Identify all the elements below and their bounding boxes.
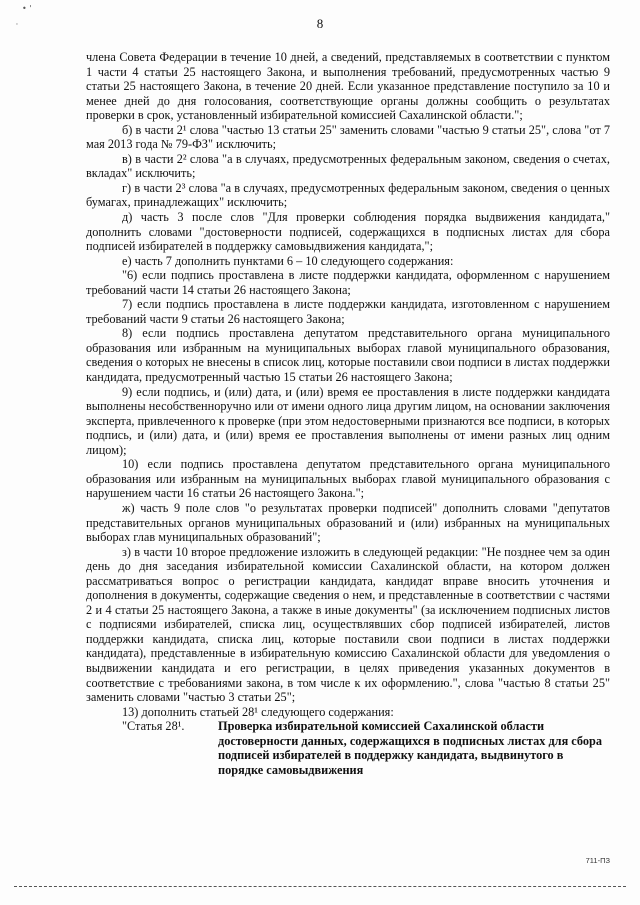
article-title: Проверка избирательной комиссией Сахалинской области достоверности данных, содержащихся в подписных листах для сбора подписей избирателей в поддержку кандидата, выдвинутого в порядке самовыдвижения [218, 719, 603, 777]
document-code: 711-ПЗ [585, 856, 610, 865]
article-label: "Статья 28¹. [122, 719, 185, 734]
paragraph: г) в части 2³ слова "а в случаях, предусмотренных федеральным законом, сведения о ценных бумагах, принадлежащих" исключить; [86, 180, 610, 210]
paragraph: б) в части 2¹ слова "частью 13 статьи 25" заменить словами "частью 9 статьи 25", слова "от 7 мая 2013 года № 79-ФЗ" исключить; [86, 122, 610, 152]
scan-artifact: ' [16, 22, 18, 30]
paragraph: в) в части 2² слова "а в случаях, предусмотренных федеральным законом, сведения о счетах, вкладах" исключить; [86, 151, 610, 181]
paragraph: д) часть 3 после слов "Для проверки соблюдения порядка выдвижения кандидата," дополнить словами "достоверности подписей, содержащихся в подписных листах для сбора подписей избирателей в поддержку самовыдвижения кандидата,"; [86, 210, 610, 254]
paragraph: 7) если подпись проставлена в листе поддержки кандидата, изготовленном с нарушением требований части 9 статьи 26 настоящего Закона; [86, 297, 610, 326]
paragraph: е) часть 7 дополнить пунктами 6 – 10 следующего содержания: [122, 253, 454, 268]
article-heading [86, 719, 610, 777]
page-number: 8 [316, 16, 324, 31]
paragraph: 8) если подпись проставлена депутатом представительного органа муниципального образования или избранным на муниципальных выборах главой муниципального образования, сведения о которых не внесены в список лиц, которые поставили свои подписи в листах поддержки кандидата, предусмотренный частью 15 статьи 26 настоящего Закона; [86, 326, 610, 385]
paragraph: члена Совета Федерации в течение 10 дней, а сведений, представляемых в соответствии с пунктом 1 части 4 статьи 25 настоящего Закона, и выполнения требований, предусмотренных частью 9 статьи 25 настоящего Закона, в течение 20 дней. Если указанное представление поступило за 10 и менее дней до дня голосования, соответствующие органы должны сообщить о результатах проверки в срок, установленный избирательной комиссией Сахалинской области."; [86, 50, 610, 123]
paragraph: 10) если подпись проставлена депутатом представительного органа муниципального образования или избранным на муниципальных выборах главой муниципального образования с нарушением части 16 статьи 26 настоящего Закона."; [86, 457, 610, 501]
paragraph: ж) часть 9 поле слов "о результатах проверки подписей" дополнить словами "депутатов представительных органов муниципальных образований и (или) избранных на муниципальных выборах глав муниципальных образований"; [86, 500, 610, 545]
scan-artifact: • ' [22, 4, 32, 13]
document-body [86, 50, 610, 777]
paragraph: 9) если подпись, и (или) дата, и (или) время ее проставления в листе поддержки кандидата выполнены несобственноручно или от имени одного лица другим лицом, на основании заключения эксперта, привлеченного к проверке (при этом недостоверными признаются все подписи, в которых подпись, и (или) дата, и (или) время ее проставления выполнены от имени разных лиц одним лицом); [86, 384, 610, 457]
paragraph: 13) дополнить статьей 28¹ следующего содержания: [122, 704, 394, 719]
scan-edge-line [14, 886, 626, 887]
paragraph: "6) если подпись проставлена в листе поддержки кандидата, оформленном с нарушением требований части 14 статьи 26 настоящего Закона; [86, 268, 610, 297]
paragraph: з) в части 10 второе предложение изложить в следующей редакции: "Не позднее чем за один день до дня заседания избирательной комиссии Сахалинской области, на котором должен рассматриваться вопрос о регистрации кандидата, кандидат вправе вносить уточнения и дополнения в документы, содержащие сведения о нем, и представленные в соответствии с частями 2 и 4 статьи 25 настоящего Закона, а также в иные документы" (за исключением подписных листов с подписями избирателей, списка лиц, осуществлявших сбор подписей избирателей, листов поддержки кандидата, списка лиц, которые поставили свои подписи в листах поддержки кандидата), представленные в избирательную комиссию Сахалинской области для уведомления о выдвижении кандидата и его регистрации, в целях приведения указанных документов в соответствие с требованиями закона, в том числе к их оформлению.", слова "частью 8 статьи 25" заменить словами "частью 3 статьи 25"; [86, 544, 610, 705]
